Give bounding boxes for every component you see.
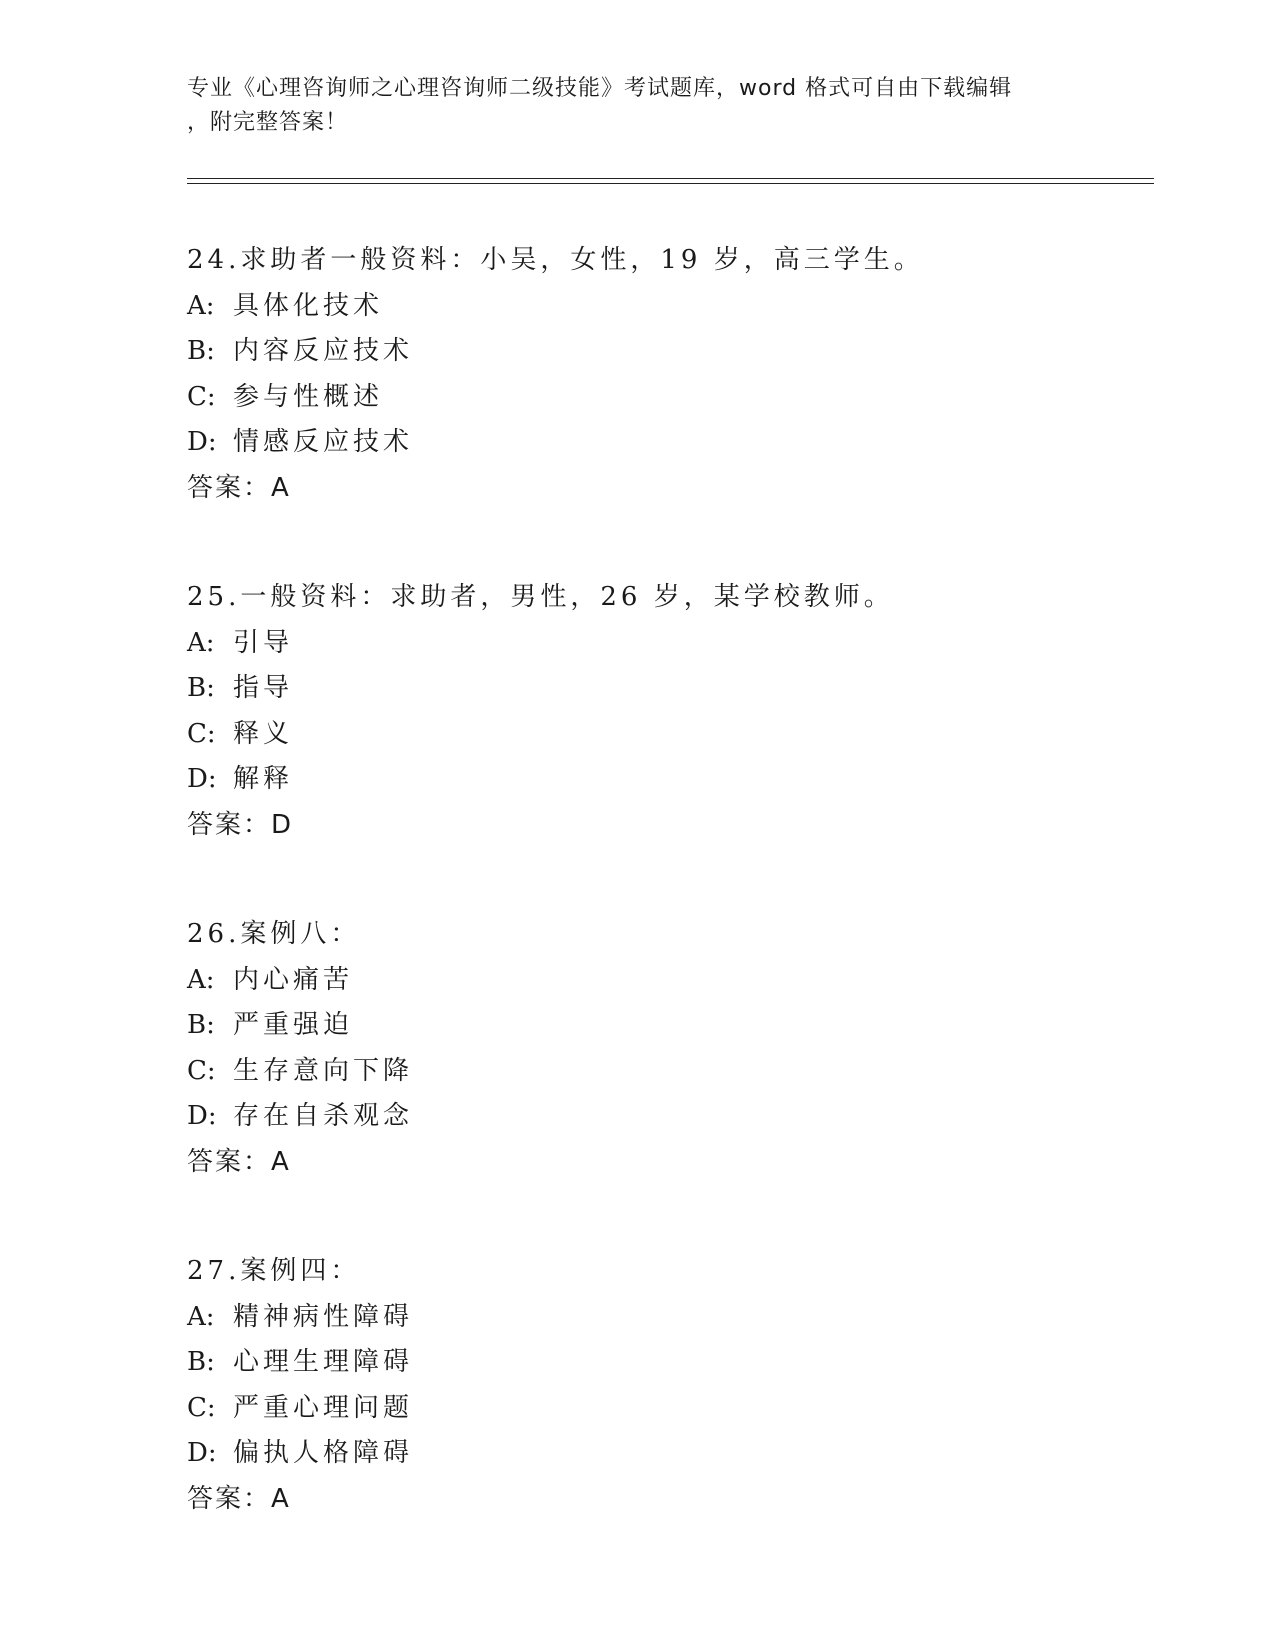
answer-line: 答案：D (187, 809, 294, 840)
option-text: 偏执人格障碍 (233, 1438, 414, 1468)
header-divider (187, 178, 1154, 184)
header-line-1: 专业《心理咨询师之心理咨询师二级技能》考试题库，word 格式可自由下载编辑 (187, 76, 1013, 101)
option-letter: A: (187, 290, 215, 321)
option-letter: B: (187, 1347, 215, 1377)
option-d (187, 1094, 1147, 1140)
question-26 (187, 912, 1147, 1185)
answer-line: 答案：A (187, 1483, 291, 1514)
option-text: 精神病性障碍 (233, 1301, 414, 1332)
option-letter: C: (187, 1055, 216, 1086)
option-letter: B: (187, 673, 215, 703)
option-letter: D: (187, 427, 217, 457)
option-d (187, 1431, 1147, 1477)
option-b (187, 329, 1147, 375)
option-letter: B: (187, 1010, 215, 1040)
option-letter: D: (187, 1438, 217, 1468)
option-letter: A: (187, 1301, 215, 1332)
option-letter: A: (187, 964, 215, 995)
question-27 (187, 1249, 1147, 1522)
option-c (187, 375, 1147, 421)
option-letter: D: (187, 1101, 217, 1131)
option-text: 心理生理障碍 (233, 1347, 414, 1377)
option-letter: B: (187, 336, 215, 366)
option-letter: C: (187, 381, 216, 412)
option-letter: C: (187, 718, 216, 749)
option-b (187, 1003, 1147, 1049)
option-c (187, 1386, 1147, 1432)
option-text: 内容反应技术 (233, 336, 414, 366)
option-letter: C: (187, 1392, 216, 1423)
option-text: 具体化技术 (233, 290, 384, 321)
option-text: 指导 (233, 673, 294, 703)
option-text: 内心痛苦 (233, 964, 354, 995)
answer-line: 答案：A (187, 1146, 291, 1177)
question-list (187, 238, 1147, 1586)
option-d (187, 757, 1147, 803)
option-text: 严重强迫 (233, 1010, 354, 1040)
option-text: 解释 (233, 764, 294, 794)
option-text: 存在自杀观念 (233, 1101, 414, 1131)
question-stem: 27.案例四： (187, 1256, 361, 1286)
header-line-2: ，附完整答案！ (187, 110, 349, 135)
option-a (187, 1295, 1147, 1341)
option-c (187, 712, 1147, 758)
option-c (187, 1049, 1147, 1095)
option-text: 严重心理问题 (233, 1392, 414, 1423)
option-letter: A: (187, 627, 215, 658)
option-text: 生存意向下降 (233, 1055, 414, 1086)
option-letter: D: (187, 764, 217, 794)
option-a (187, 958, 1147, 1004)
question-stem: 24.求助者一般资料：小吴，女性，19 岁，高三学生。 (187, 245, 924, 275)
answer-line: 答案：A (187, 472, 291, 503)
option-b (187, 666, 1147, 712)
option-a (187, 284, 1147, 330)
option-d (187, 420, 1147, 466)
option-text: 情感反应技术 (233, 427, 414, 457)
option-text: 释义 (233, 718, 294, 749)
question-25 (187, 575, 1147, 848)
question-stem: 25.一般资料：求助者，男性，26 岁，某学校教师。 (187, 582, 894, 612)
option-a (187, 621, 1147, 667)
option-text: 参与性概述 (233, 381, 384, 412)
question-stem: 26.案例八： (187, 919, 361, 949)
option-text: 引导 (233, 627, 294, 658)
question-24 (187, 238, 1147, 511)
option-b (187, 1340, 1147, 1386)
document-header (187, 72, 1087, 140)
